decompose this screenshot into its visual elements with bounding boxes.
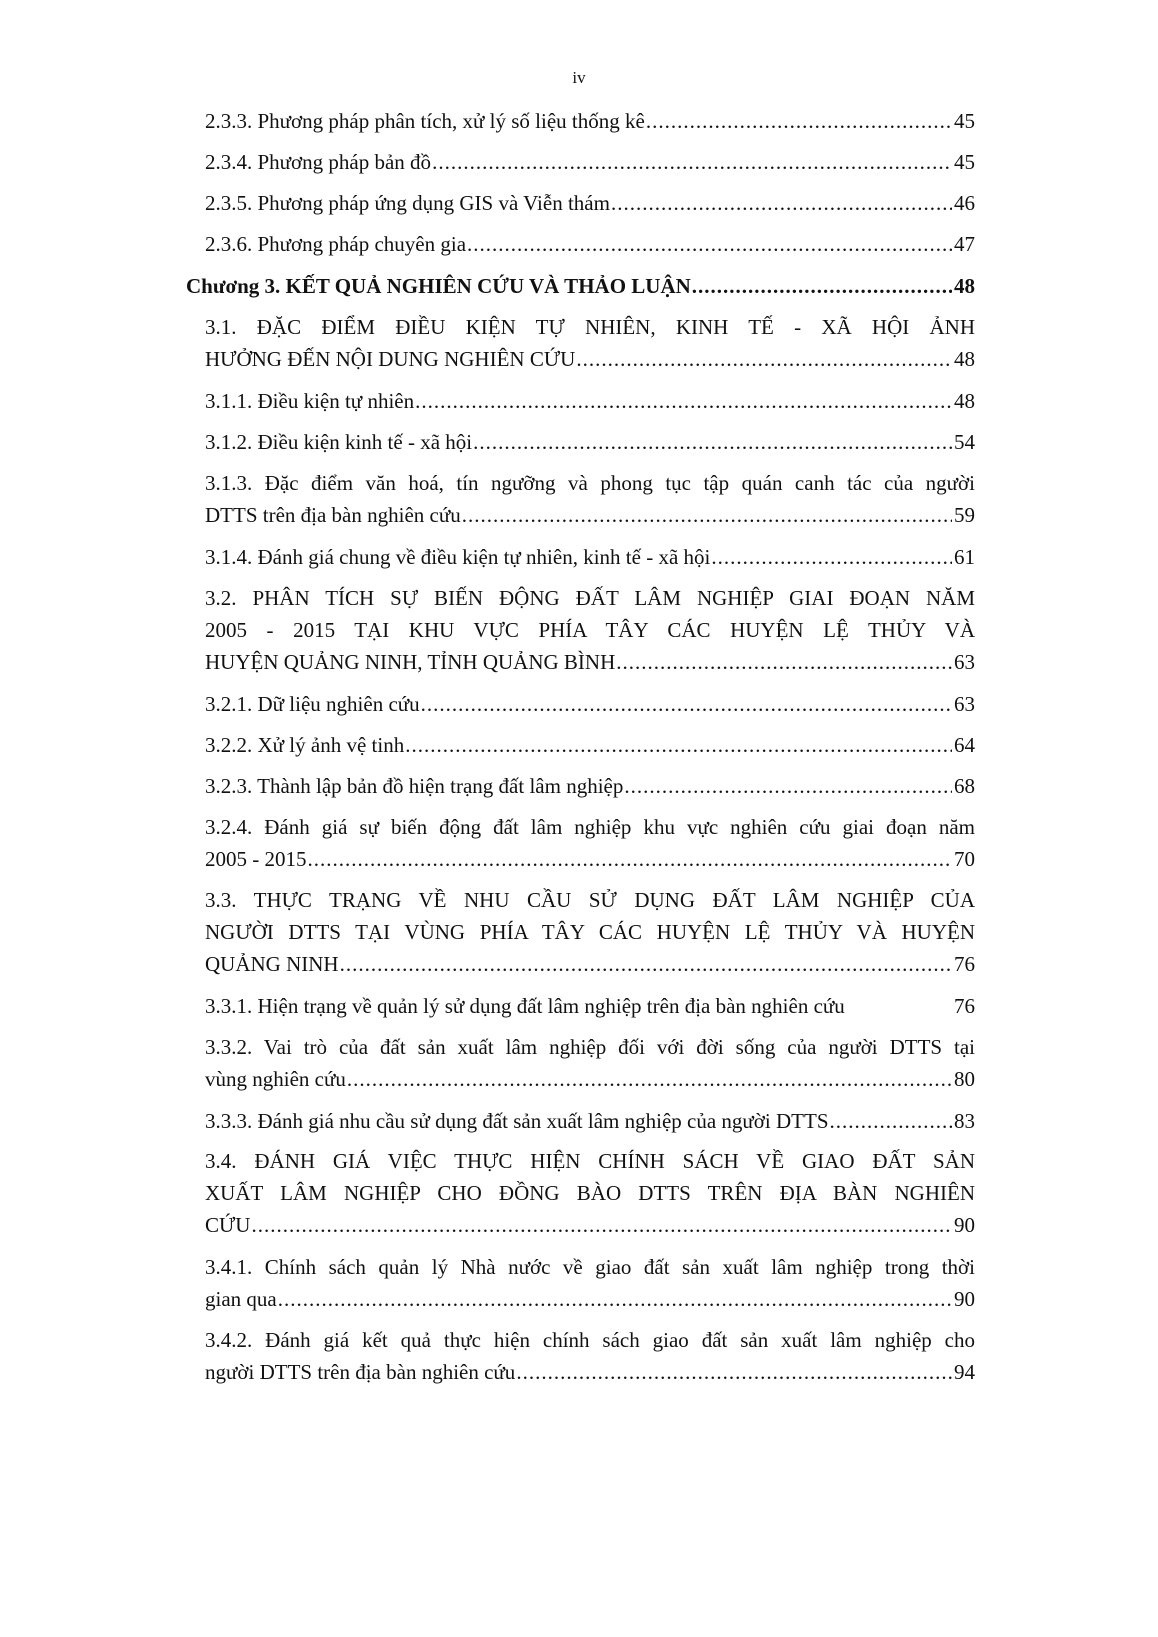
toc-page-number: 61	[954, 545, 975, 569]
toc-entry-line	[205, 187, 975, 219]
toc-leader-dots	[616, 646, 952, 678]
toc-leader-dots	[405, 729, 952, 761]
toc-entry-line	[205, 1105, 975, 1137]
toc-entry-line	[205, 688, 975, 720]
toc-entry-line	[205, 499, 975, 531]
toc-page-number: 45	[954, 109, 975, 133]
toc-entry-text: 3.1.3. Đặc điểm văn hoá, tín ngưỡng và phong tục tập quán canh tác của người	[205, 471, 975, 495]
toc-chapter-entry[interactable]	[186, 270, 975, 302]
toc-page-number: 70	[954, 847, 975, 871]
toc-page-number: 63	[954, 692, 975, 716]
toc-leader-dots	[462, 499, 952, 531]
toc-page-number: 46	[954, 191, 975, 215]
toc-leader-dots	[467, 228, 952, 260]
toc-entry-line	[205, 228, 975, 260]
toc-page-number: 63	[954, 650, 975, 674]
toc-entry[interactable]	[205, 729, 975, 761]
toc-entry-line	[205, 1209, 975, 1241]
toc-entry[interactable]	[205, 811, 975, 875]
toc-leader-dots	[830, 1105, 953, 1137]
toc-entry-text: 2.3.5. Phương pháp ứng dụng GIS và Viễn thám	[205, 191, 610, 215]
toc-page-number: 45	[954, 150, 975, 174]
toc-entry[interactable]	[205, 582, 975, 678]
toc-entry-text: CỨU	[205, 1213, 251, 1237]
toc-entry[interactable]	[205, 1145, 975, 1241]
toc-page-number: 47	[954, 232, 975, 256]
toc-entry-text: gian qua	[205, 1287, 277, 1311]
toc-page-number: 48	[954, 389, 975, 413]
toc-entry[interactable]	[205, 467, 975, 531]
toc-page-number: 80	[954, 1067, 975, 1091]
toc-entry-text: 3.2.1. Dữ liệu nghiên cứu	[205, 692, 420, 716]
toc-entry-text: 2005 - 2015	[205, 847, 307, 871]
toc-entry-text: 3.1.4. Đánh giá chung về điều kiện tự nhiên, kinh tế - xã hội	[205, 545, 711, 569]
toc-entry-text: 2.3.3. Phương pháp phân tích, xử lý số liệu thống kê	[205, 109, 645, 133]
toc-entry-text: 3.1. ĐẶC ĐIỂM ĐIỀU KIỆN TỰ NHIÊN, KINH TẾ - XÃ HỘI ẢNH	[205, 315, 975, 339]
toc-entry[interactable]	[205, 1324, 975, 1388]
toc-entry[interactable]	[205, 426, 975, 458]
toc-entry-text: 3.2. PHÂN TÍCH SỰ BIẾN ĐỘNG ĐẤT LÂM NGHIỆP GIAI ĐOẠN NĂM	[205, 586, 975, 610]
toc-entry-line	[205, 1283, 975, 1315]
toc-leader-dots	[432, 146, 952, 178]
toc-entry-text: 3.2.3. Thành lập bản đồ hiện trạng đất lâm nghiệp	[205, 774, 624, 798]
toc-entry-text: 2005 - 2015 TẠI KHU VỰC PHÍA TÂY CÁC HUYỆN LỆ THỦY VÀ	[205, 618, 975, 642]
toc-entry-line	[205, 1063, 975, 1095]
toc-leader-dots	[611, 187, 952, 219]
toc-entry[interactable]	[205, 105, 975, 137]
toc-entry-text: 2.3.6. Phương pháp chuyên gia	[205, 232, 467, 256]
toc-page-number: 59	[954, 503, 975, 527]
toc-entry-line	[205, 843, 975, 875]
page-number: iv	[572, 68, 586, 87]
toc-entry[interactable]	[205, 770, 975, 802]
toc-entry-text: 3.1.2. Điều kiện kinh tế - xã hội	[205, 430, 473, 454]
toc-entry[interactable]	[205, 146, 975, 178]
toc-entry-text: 2.3.4. Phương pháp bản đồ	[205, 150, 432, 174]
toc-leader-dots	[692, 270, 952, 302]
toc-entry-text: Chương 3. KẾT QUẢ NGHIÊN CỨU VÀ THẢO LUẬN	[186, 274, 691, 298]
toc-entry-text: DTTS trên địa bàn nghiên cứu	[205, 503, 461, 527]
toc-entry-text: 3.2.4. Đánh giá sự biến động đất lâm nghiệp khu vực nghiên cứu giai đoạn năm	[205, 815, 975, 839]
toc-entry-line	[205, 948, 975, 980]
toc-page-number: 90	[954, 1287, 975, 1311]
toc-leader-dots	[624, 770, 952, 802]
toc-entry[interactable]	[205, 688, 975, 720]
toc-leader-dots	[347, 1063, 952, 1095]
toc-page-number: 48	[954, 347, 975, 371]
toc-page-number: 76	[954, 994, 975, 1018]
toc-page-number: 94	[954, 1360, 975, 1384]
toc-leader-dots	[340, 948, 952, 980]
toc-entry-text: HƯỞNG ĐẾN NỘI DUNG NGHIÊN CỨU	[205, 347, 576, 371]
toc-entry-line	[186, 270, 975, 302]
toc-leader-dots	[576, 343, 952, 375]
toc-entry-line	[205, 343, 975, 375]
toc-leader-dots	[415, 385, 952, 417]
toc-page-number: 48	[954, 274, 975, 298]
toc-entry-line	[205, 146, 975, 178]
toc-entry-line	[205, 729, 975, 761]
toc-entry-text: 3.3.1. Hiện trạng về quản lý sử dụng đất lâm nghiệp trên địa bàn nghiên cứu	[205, 994, 845, 1018]
toc-leader-dots	[516, 1356, 952, 1388]
toc-entry[interactable]	[205, 1251, 975, 1315]
toc-entry-line	[205, 990, 975, 1022]
toc-entry-text: 3.3.2. Vai trò của đất sản xuất lâm nghiệp đối với đời sống của người DTTS tại	[205, 1035, 975, 1059]
toc-entry-line	[205, 646, 975, 678]
toc-entry[interactable]	[205, 1031, 975, 1095]
toc-leader-dots	[711, 541, 952, 573]
toc-entry-text: 3.4. ĐÁNH GIÁ VIỆC THỰC HIỆN CHÍNH SÁCH VỀ GIAO ĐẤT SẢN	[205, 1149, 975, 1173]
toc-entry[interactable]	[205, 385, 975, 417]
toc-entry-line	[205, 105, 975, 137]
toc-entry-line	[205, 770, 975, 802]
toc-leader-dots	[421, 688, 952, 720]
toc-entry[interactable]	[205, 541, 975, 573]
toc-entry-text: 3.1.1. Điều kiện tự nhiên	[205, 389, 415, 413]
toc-entry[interactable]	[205, 990, 975, 1022]
toc-entry-text: NGƯỜI DTTS TẠI VÙNG PHÍA TÂY CÁC HUYỆN LỆ THỦY VÀ HUYỆN	[205, 920, 975, 944]
toc-entry[interactable]	[205, 187, 975, 219]
toc-page-number: 76	[954, 952, 975, 976]
toc-entry-text: 3.2.2. Xử lý ảnh vệ tinh	[205, 733, 405, 757]
toc-entry-text: người DTTS trên địa bàn nghiên cứu	[205, 1360, 516, 1384]
toc-page-number: 83	[954, 1109, 975, 1133]
toc-entry[interactable]	[205, 1105, 975, 1137]
toc-page-number: 64	[954, 733, 975, 757]
toc-entry[interactable]	[205, 228, 975, 260]
toc-entry[interactable]	[205, 884, 975, 980]
toc-entry-text: HUYỆN QUẢNG NINH, TỈNH QUẢNG BÌNH	[205, 650, 616, 674]
toc-entry-line	[205, 541, 975, 573]
toc-leader-dots	[251, 1209, 952, 1241]
toc-page-number: 90	[954, 1213, 975, 1237]
toc-entry[interactable]	[205, 311, 975, 375]
toc-entry-text: vùng nghiên cứu	[205, 1067, 346, 1091]
toc-entry-line	[205, 426, 975, 458]
toc-leader-dots	[308, 843, 953, 875]
toc-entry-text: XUẤT LÂM NGHIỆP CHO ĐỒNG BÀO DTTS TRÊN ĐỊA BÀN NGHIÊN	[205, 1181, 975, 1205]
toc-entry-text: 3.4.2. Đánh giá kết quả thực hiện chính sách giao đất sản xuất lâm nghiệp cho	[205, 1328, 975, 1352]
toc-leader-dots	[278, 1283, 952, 1315]
toc-page-number: 54	[954, 430, 975, 454]
toc-entry-line	[205, 1356, 975, 1388]
toc-entry-line	[205, 385, 975, 417]
toc-leader-dots	[473, 426, 952, 458]
toc-entry-text: QUẢNG NINH	[205, 952, 339, 976]
toc-leader-dots	[646, 105, 952, 137]
toc-entry-text: 3.4.1. Chính sách quản lý Nhà nước về giao đất sản xuất lâm nghiệp trong thời	[205, 1255, 975, 1279]
toc-entry-text: 3.3.3. Đánh giá nhu cầu sử dụng đất sản xuất lâm nghiệp của người DTTS	[205, 1109, 829, 1133]
toc-page-number: 68	[954, 774, 975, 798]
toc-entry-text: 3.3. THỰC TRẠNG VỀ NHU CẦU SỬ DỤNG ĐẤT LÂM NGHIỆP CỦA	[205, 888, 975, 912]
